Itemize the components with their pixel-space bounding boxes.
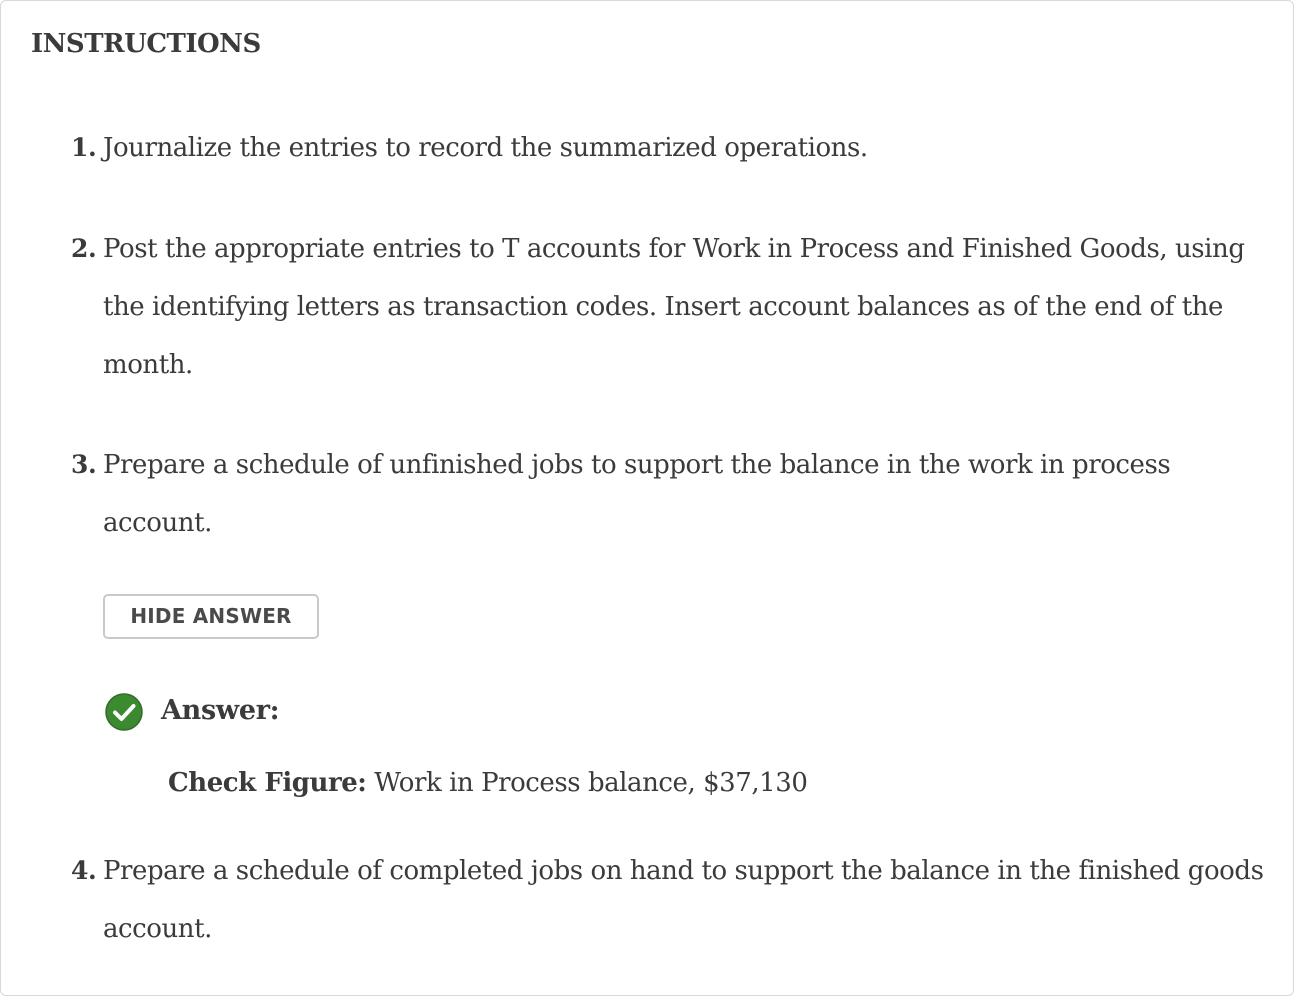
hide-answer-button[interactable]: HIDE ANSWER [103,594,319,639]
instruction-number: 1. [71,133,97,162]
instruction-item-1 [71,119,1271,177]
check-figure-value: Work in Process balance, $37,130 [374,768,808,798]
instruction-item-2 [71,220,1271,394]
instruction-number: 4. [71,856,97,885]
instruction-text: Journalize the entries to record the summarized operations. [103,133,868,163]
instruction-number: 2. [71,234,97,263]
answer-label: Answer: [161,695,280,726]
check-circle-icon [104,692,144,732]
check-figure-label: Check Figure: [168,768,367,798]
instructions-heading: INSTRUCTIONS [31,29,261,59]
instruction-number: 3. [71,450,97,479]
instruction-text: Prepare a schedule of unfinished jobs to support the balance in the work in process account. [103,450,1171,538]
instruction-item-3 [71,436,1271,552]
instruction-text: Post the appropriate entries to T accounts for Work in Process and Finished Goods, using the identifying letters as transaction codes. Insert account balances as of the end of the month. [103,234,1245,380]
instruction-item-4 [71,842,1271,958]
check-figure [168,763,807,803]
instruction-text: Prepare a schedule of completed jobs on hand to support the balance in the finished goods account. [103,856,1264,944]
